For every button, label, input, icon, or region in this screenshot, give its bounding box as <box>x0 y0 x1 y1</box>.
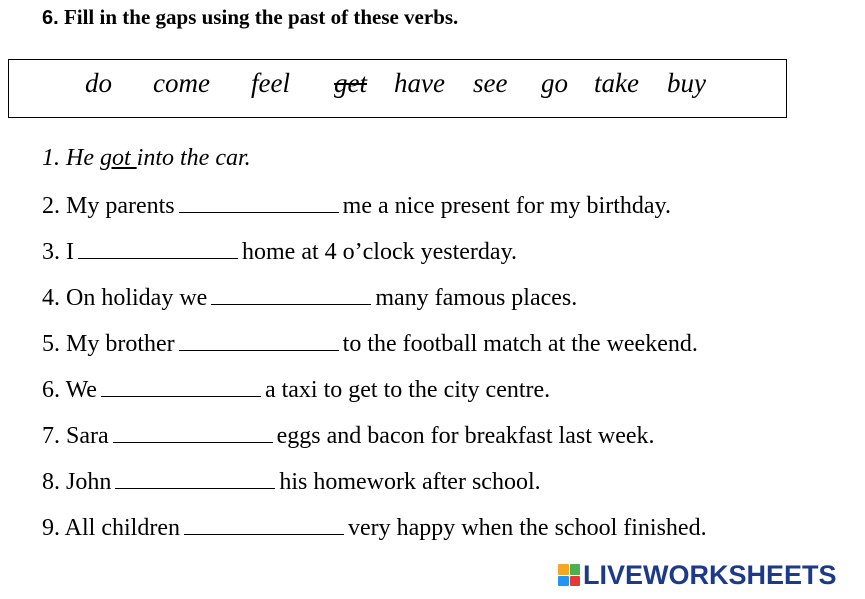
sentence-after: his homework after school. <box>279 469 541 495</box>
sentence-after: a taxi to get to the city centre. <box>264 377 551 403</box>
example-answer: got <box>99 145 137 171</box>
logo-mark-square <box>570 564 581 575</box>
gap-sentence <box>42 468 541 494</box>
sentence-after: home at 4 o’clock yesterday. <box>242 239 518 265</box>
example-after: into the car. <box>136 145 251 171</box>
sentence-before: 2. My parents <box>42 193 175 219</box>
logo-text: LIVEWORKSHEETS <box>583 559 837 590</box>
sentence-before: 5. My brother <box>42 331 175 357</box>
answer-blank[interactable] <box>115 468 275 489</box>
logo-mark-square <box>570 576 581 587</box>
word-bank <box>8 59 787 118</box>
sentence-after: me a nice present for my birthday. <box>342 193 671 219</box>
word-bank-item: feel <box>251 68 290 98</box>
sentence-after: many famous places. <box>375 285 578 311</box>
sentence-after: very happy when the school finished. <box>347 515 707 541</box>
exercise-number: 6. <box>42 7 59 29</box>
word-bank-item: buy <box>667 68 706 98</box>
word-bank-item: go <box>541 68 568 98</box>
gap-sentence <box>42 284 577 310</box>
answer-blank[interactable] <box>211 284 371 305</box>
answer-blank[interactable] <box>113 422 273 443</box>
exercise-heading <box>42 5 458 30</box>
gap-sentence <box>42 376 550 402</box>
logo-mark-square <box>558 576 569 587</box>
word-bank-item-struck: get <box>334 68 367 98</box>
gap-sentence <box>42 192 671 218</box>
gap-sentence <box>42 330 698 356</box>
word-bank-item: see <box>473 68 508 98</box>
gap-sentence <box>42 238 517 264</box>
answer-blank[interactable] <box>179 330 339 351</box>
sentence-before: 3. I <box>42 239 74 265</box>
exercise-instruction: Fill in the gaps using the past of these verbs. <box>63 5 459 29</box>
sentence-before: 6. We <box>42 377 97 403</box>
sentence-after: eggs and bacon for breakfast last week. <box>276 423 655 449</box>
sentence-before: 9. All children <box>42 515 180 541</box>
answer-blank[interactable] <box>179 192 339 213</box>
example-before: 1. He <box>42 145 100 171</box>
sentence-before: 7. Sara <box>42 423 109 449</box>
example-sentence <box>42 146 251 170</box>
sentence-before: 4. On holiday we <box>42 285 208 311</box>
sentence-before: 8. John <box>42 469 112 495</box>
word-bank-item: take <box>594 68 639 98</box>
sentence-after: to the football match at the weekend. <box>342 331 698 357</box>
answer-blank[interactable] <box>78 238 238 259</box>
gap-sentence <box>42 422 655 448</box>
word-bank-item: do <box>85 68 112 98</box>
logo-mark-square <box>558 564 569 575</box>
word-bank-item: have <box>394 68 445 98</box>
word-bank-item: come <box>153 68 210 98</box>
gap-sentence <box>42 514 707 540</box>
liveworksheets-logo-icon <box>558 564 580 586</box>
answer-blank[interactable] <box>184 514 344 535</box>
answer-blank[interactable] <box>101 376 261 397</box>
liveworksheets-logo <box>558 560 837 590</box>
